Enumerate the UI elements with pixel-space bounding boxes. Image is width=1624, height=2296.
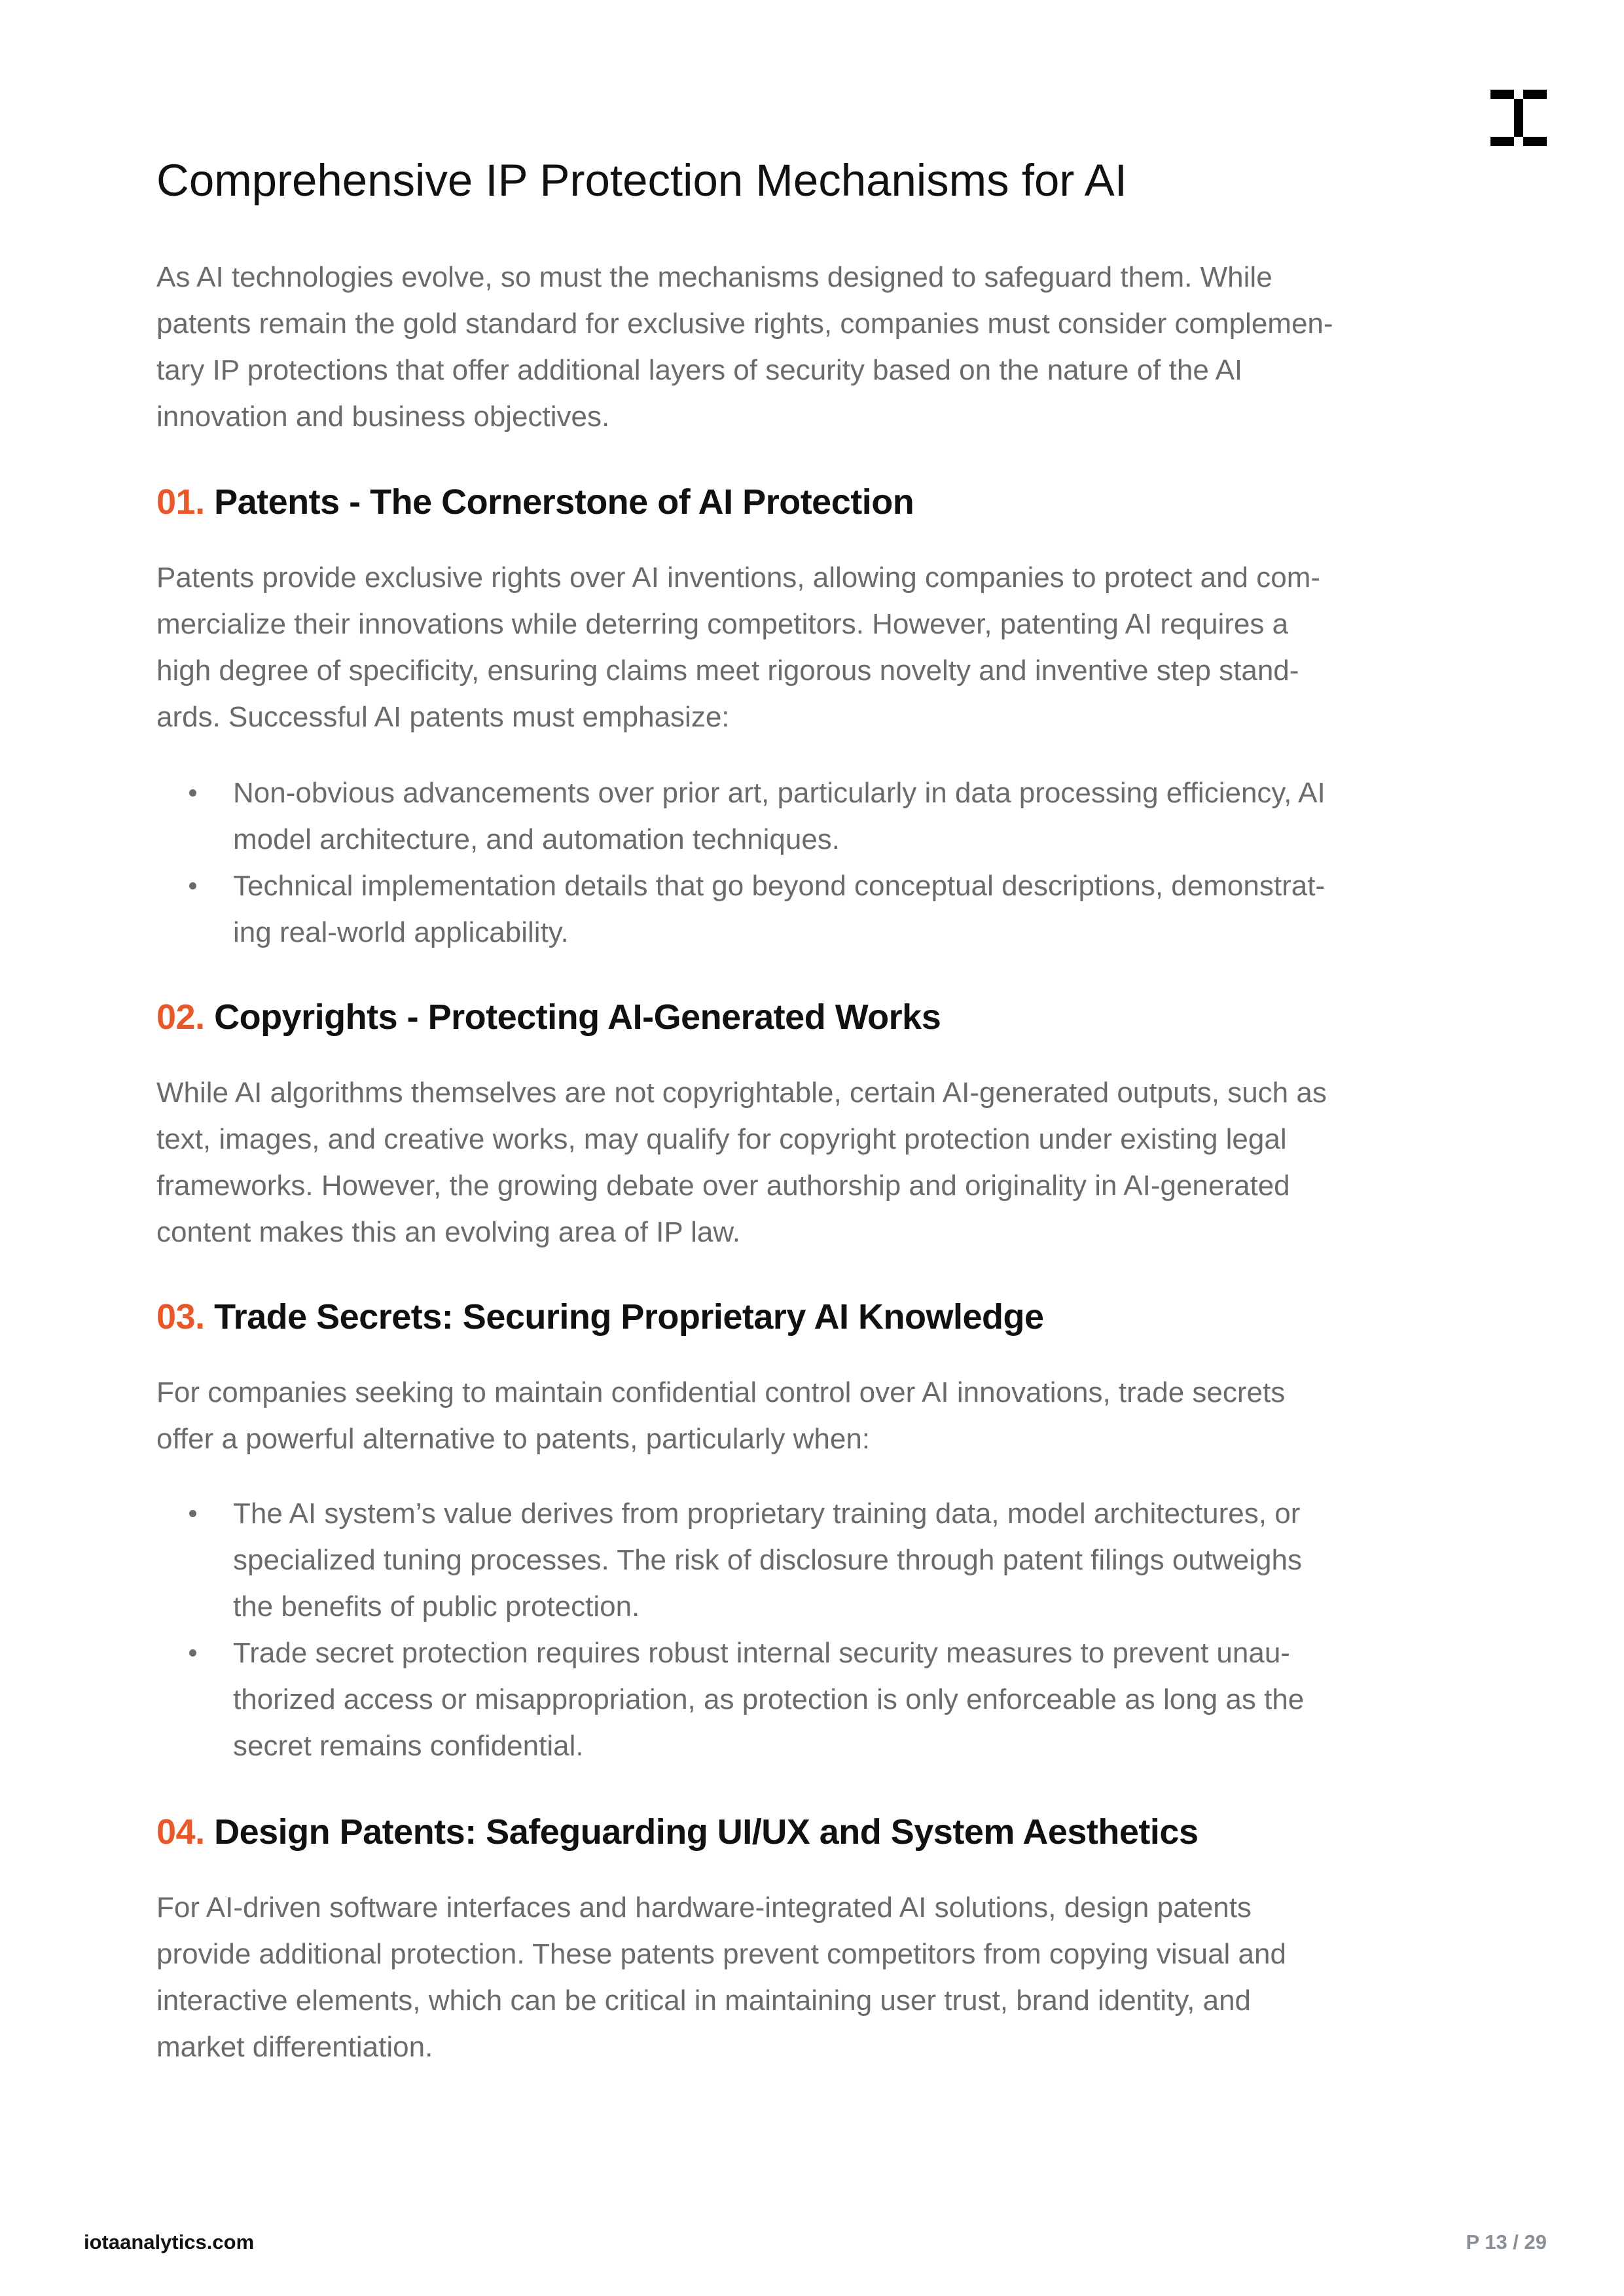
text-line: As AI technologies evolve, so must the mechanisms designed to safeguard them. While (156, 261, 1272, 293)
footer-website: iotaanalytics.com (84, 2231, 255, 2253)
section-paragraph (156, 1069, 1327, 1255)
section-heading (156, 997, 941, 1037)
text-line: frameworks. However, the growing debate over authorship and originality in AI-generated (156, 1170, 1290, 1202)
bullet-icon (189, 789, 196, 797)
text-line: Patents provide exclusive rights over AI inventions, allowing companies to protect and com- (156, 562, 1321, 594)
iota-logo-icon (1490, 90, 1547, 146)
section-number: 01. (156, 482, 205, 522)
list-item (156, 1490, 1304, 1630)
page-title: Comprehensive IP Protection Mechanisms for AI (156, 155, 1127, 206)
section-paragraph (156, 1369, 1285, 1462)
bullet-list (156, 1490, 1304, 1769)
text-line: ards. Successful AI patents must emphasize: (156, 701, 730, 733)
text-line: thorized access or misappropriation, as protection is only enforceable as long as the (233, 1683, 1305, 1715)
bullet-icon (189, 1510, 196, 1517)
text-line: Trade secret protection requires robust internal security measures to prevent unau- (233, 1637, 1290, 1669)
section-heading (156, 482, 914, 522)
section-number: 02. (156, 997, 205, 1037)
section-paragraph (156, 554, 1320, 740)
text-line: patents remain the gold standard for exclusive rights, companies must consider complemen- (156, 308, 1333, 340)
text-line: tary IP protections that offer additional layers of security based on the nature of the AI (156, 354, 1243, 386)
text-line: For AI-driven software interfaces and hardware-integrated AI solutions, design patents (156, 1892, 1252, 1924)
text-line: interactive elements, which can be critical in maintaining user trust, brand identity, and (156, 1984, 1252, 2017)
text-line: innovation and business objectives. (156, 401, 610, 433)
text-line: high degree of specificity, ensuring claims meet rigorous novelty and inventive step stand- (156, 655, 1299, 687)
text-line: Non-obvious advancements over prior art, particularly in data processing efficiency, AI (233, 777, 1326, 809)
text-line: Technical implementation details that go beyond conceptual descriptions, demonstrat- (233, 870, 1326, 902)
section-title: Patents - The Cornerstone of AI Protection (214, 482, 914, 522)
list-item (156, 770, 1326, 863)
list-item (156, 1630, 1304, 1769)
list-item (156, 863, 1326, 956)
text-line: specialized tuning processes. The risk of disclosure through patent filings outweighs (233, 1544, 1302, 1576)
text-line: text, images, and creative works, may qualify for copyright protection under existing legal (156, 1123, 1287, 1155)
text-line: While AI algorithms themselves are not copyrightable, certain AI-generated outputs, such as (156, 1077, 1327, 1109)
text-line: secret remains confidential. (233, 1730, 584, 1762)
section-title: Trade Secrets: Securing Proprietary AI Knowledge (214, 1297, 1044, 1336)
text-line: ing real-world applicability. (233, 916, 569, 948)
bullet-icon (189, 1649, 196, 1657)
section-title: Design Patents: Safeguarding UI/UX and System Aesthetics (214, 1812, 1199, 1852)
text-line: market differentiation. (156, 2031, 433, 2063)
section-paragraph (156, 1884, 1286, 2070)
bullet-icon (189, 882, 196, 889)
section-number: 04. (156, 1812, 205, 1852)
page-number: P 13 / 29 (1466, 2231, 1547, 2253)
text-line: The AI system’s value derives from proprietary training data, model architectures, or (233, 1498, 1301, 1530)
section-heading (156, 1297, 1043, 1337)
section-heading (156, 1812, 1198, 1852)
text-line: content makes this an evolving area of IP law. (156, 1216, 740, 1248)
text-line: For companies seeking to maintain confidential control over AI innovations, trade secrets (156, 1376, 1286, 1408)
text-line: offer a powerful alternative to patents, particularly when: (156, 1423, 871, 1455)
intro-paragraph (156, 254, 1333, 440)
text-line: mercialize their innovations while deterring competitors. However, patenting AI requires a (156, 608, 1289, 640)
bullet-list (156, 770, 1326, 956)
text-line: provide additional protection. These patents prevent competitors from copying visual and (156, 1938, 1286, 1970)
text-line: model architecture, and automation techniques. (233, 823, 840, 855)
section-title: Copyrights - Protecting AI-Generated Works (214, 997, 941, 1037)
section-number: 03. (156, 1297, 205, 1336)
text-line: the benefits of public protection. (233, 1590, 640, 1623)
